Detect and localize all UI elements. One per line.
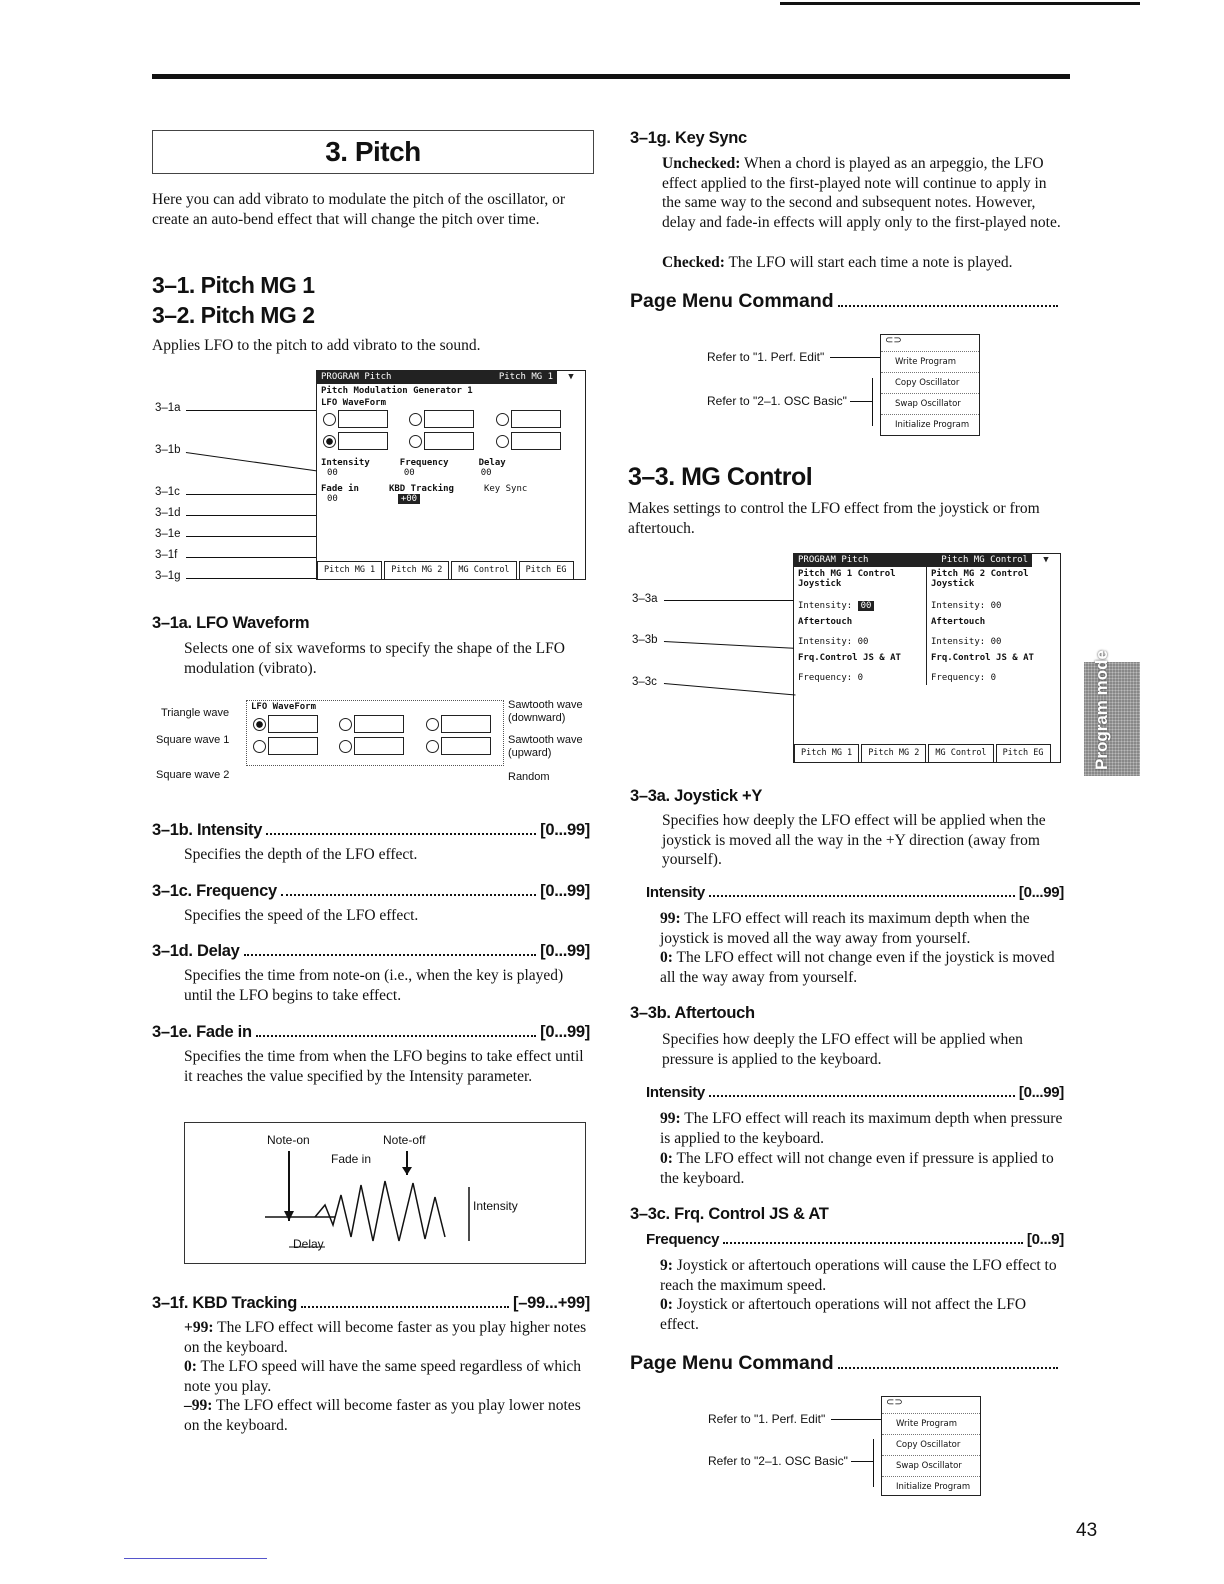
frq-p2 bbox=[660, 1295, 1064, 1334]
param-row bbox=[152, 940, 590, 962]
waveform-row-1 bbox=[317, 408, 585, 430]
heading-key-sync: 3–1g. Key Sync bbox=[630, 129, 747, 147]
ref-osc-basic: Refer to "2–1. OSC Basic" bbox=[707, 394, 847, 408]
dropdown-arrow-icon[interactable]: ▼ bbox=[557, 371, 585, 384]
random-wave-icon bbox=[441, 737, 491, 755]
section-title: 3. Pitch bbox=[152, 130, 594, 174]
mg1-frq: Frq.Control JS & AT bbox=[798, 653, 901, 663]
frequency-label: Frequency bbox=[399, 458, 449, 468]
side-tab-label: Program mode bbox=[1092, 650, 1111, 770]
label-saw-up: Sawtooth wave (upward) bbox=[508, 734, 583, 759]
tab-pitch-eg[interactable]: Pitch EG bbox=[519, 561, 574, 579]
section-intro: Here you can add vibrato to modulate the pitch of the oscillator, or create an auto-bend effect that will change the pitch over time. bbox=[152, 191, 566, 228]
lfo-envelope-graph bbox=[255, 1145, 555, 1255]
param-fadein bbox=[152, 1021, 590, 1086]
menu-item-write-program[interactable]: Write Program bbox=[881, 351, 979, 372]
tab-mg-control[interactable]: MG Control bbox=[451, 561, 516, 579]
radio-triangle[interactable] bbox=[323, 413, 336, 426]
waveform-diagram-row-1 bbox=[247, 713, 503, 735]
ref-osc-basic: Refer to "2–1. OSC Basic" bbox=[708, 1454, 848, 1468]
callout-3-1d: 3–1d bbox=[155, 507, 181, 519]
mg2-col-title: Pitch MG 2 Control bbox=[931, 569, 1029, 579]
mg2-frq-label: Frequency: bbox=[931, 673, 986, 683]
screen-bar-left: PROGRAM Pitch bbox=[321, 372, 392, 382]
page-menu-2 bbox=[881, 1396, 981, 1496]
aftertouch-key-2: 0: bbox=[660, 1150, 673, 1167]
callout-3-3b: 3–3b bbox=[632, 634, 658, 646]
frq-param-row bbox=[646, 1230, 1064, 1250]
mg2-frq-value[interactable]: 0 bbox=[990, 673, 997, 683]
tab-pitch-mg2[interactable]: Pitch MG 2 bbox=[861, 744, 926, 762]
mg2-js-row bbox=[931, 601, 1056, 611]
page-menu-2-row bbox=[630, 1352, 1062, 1375]
callout-3-1b: 3–1b bbox=[155, 444, 181, 456]
frq-key-2: 0: bbox=[660, 1296, 673, 1313]
triangle-wave-icon bbox=[338, 410, 388, 428]
joystick-param-range: [0...99] bbox=[1018, 884, 1064, 901]
key-sync-text-2 bbox=[662, 253, 1066, 273]
radio-saw bbox=[339, 718, 352, 731]
menu-icon[interactable]: ⊂⊃ bbox=[886, 1397, 903, 1408]
mg1-js-value[interactable]: 00 bbox=[858, 601, 875, 611]
heading-frq-control: 3–3c. Frq. Control JS & AT bbox=[630, 1205, 829, 1223]
heading-aftertouch: 3–3b. Aftertouch bbox=[630, 1004, 755, 1022]
callout-3-3c: 3–3c bbox=[632, 676, 657, 688]
intensity-label: Intensity bbox=[473, 1199, 518, 1213]
screen-tabs bbox=[794, 744, 1060, 762]
mg-control-intro: Makes settings to control the LFO effect from the joystick or from aftertouch. bbox=[628, 500, 1040, 537]
page-menu-1-heading-row bbox=[630, 290, 1062, 313]
mg1-at-label: Intensity: bbox=[798, 637, 853, 647]
fadein-value[interactable]: 00 bbox=[327, 494, 338, 504]
mg2-js-label: Intensity: bbox=[931, 601, 986, 611]
kbd-key-2: 0: bbox=[184, 1358, 197, 1375]
callout-3-1a: 3–1a bbox=[155, 402, 181, 414]
page-number: 43 bbox=[1076, 1520, 1098, 1541]
top-rule-thin bbox=[780, 2, 1140, 5]
aftertouch-p2-text: The LFO effect will not change even if pressure is applied to the keyboard. bbox=[660, 1150, 1054, 1187]
mg2-js-value[interactable]: 00 bbox=[990, 601, 1002, 611]
callout-line bbox=[186, 578, 316, 579]
square-wave-icon bbox=[338, 432, 388, 450]
param-labels-row bbox=[317, 452, 585, 468]
frq-param bbox=[646, 1230, 1064, 1250]
callout-line bbox=[664, 600, 794, 601]
page-menu-2-heading: Page Menu Command bbox=[630, 1352, 834, 1374]
param-range: [0...99] bbox=[540, 882, 590, 900]
kbd-text-3 bbox=[184, 1396, 588, 1435]
heading-joystick: 3–3a. Joystick +Y bbox=[630, 787, 763, 805]
param-text: Specifies the depth of the LFO effect. bbox=[184, 846, 418, 863]
kbd-text-2 bbox=[184, 1357, 588, 1396]
mg1-frq-label: Frequency: bbox=[798, 673, 853, 683]
mg2-column bbox=[927, 567, 1060, 685]
arrow-head bbox=[284, 1211, 294, 1221]
mg1-col-title: Pitch MG 1 Control bbox=[798, 569, 896, 579]
aftertouch-param-label: Intensity bbox=[646, 1084, 705, 1101]
ref-perf-edit: Refer to "1. Perf. Edit" bbox=[708, 1412, 826, 1426]
mg2-at-row bbox=[931, 637, 1056, 647]
joystick-param bbox=[646, 883, 1064, 903]
page-menu-2-heading-row bbox=[630, 1352, 1062, 1375]
screen-bar-left: PROGRAM Pitch bbox=[798, 555, 869, 565]
tab-pitch-mg2[interactable]: Pitch MG 2 bbox=[384, 561, 449, 579]
mg1-frq-value[interactable]: 0 bbox=[857, 673, 864, 683]
aftertouch-p1 bbox=[660, 1109, 1064, 1148]
radio-random[interactable] bbox=[496, 435, 509, 448]
frq-p1-text: Joystick or aftertouch operations will cause the LFO effect to reach the maximum speed. bbox=[660, 1257, 1057, 1294]
param-intensity bbox=[152, 819, 590, 865]
radio-random bbox=[426, 740, 439, 753]
callout-3-1f: 3–1f bbox=[155, 549, 178, 561]
callout-line bbox=[664, 683, 796, 696]
joystick-p1 bbox=[660, 909, 1064, 948]
joystick-text: Specifies how deeply the LFO effect will be applied when the joystick is moved all the way in the +Y direction (away from yourself). bbox=[662, 812, 1046, 868]
joystick-p2-text: The LFO effect will not change even if the joystick is moved all the way away from yourself. bbox=[660, 949, 1055, 986]
frq-key-1: 9: bbox=[660, 1257, 673, 1274]
ref-line bbox=[830, 357, 880, 358]
kbd-label: 3–1f. KBD Tracking bbox=[152, 1294, 297, 1312]
aftertouch-param-range: [0...99] bbox=[1018, 1084, 1064, 1101]
waveform-diagram bbox=[246, 700, 504, 766]
callout-3-1g: 3–1g bbox=[155, 570, 181, 582]
triangle-wave-icon bbox=[268, 715, 318, 733]
tab-pitch-eg[interactable]: Pitch EG bbox=[996, 744, 1051, 762]
aftertouch-p1-text: The LFO effect will reach its maximum depth when pressure is applied to the keyboard. bbox=[660, 1110, 1063, 1147]
mg2-frq-row bbox=[931, 673, 1056, 683]
kbd-value[interactable]: +00 bbox=[398, 494, 420, 504]
joystick-p1-text: The LFO effect will reach its maximum depth when the joystick is moved all the way away from yourself. bbox=[660, 910, 1030, 947]
mg2-at-label: Intensity: bbox=[931, 637, 986, 647]
saw-down-wave-icon bbox=[441, 715, 491, 733]
waveform-row-2 bbox=[317, 430, 585, 452]
ref-bracket bbox=[873, 1439, 874, 1487]
menu-item-swap-oscillator[interactable]: Swap Oscillator bbox=[881, 393, 979, 414]
radio-square2 bbox=[339, 740, 352, 753]
saw-wave-icon bbox=[424, 410, 474, 428]
fade-diagram bbox=[184, 1122, 586, 1264]
fadein-label: Fade in bbox=[321, 484, 359, 494]
tab-pitch-mg1[interactable]: Pitch MG 1 bbox=[794, 744, 859, 762]
joystick-p2 bbox=[660, 948, 1064, 987]
square-wave-2-icon bbox=[424, 432, 474, 450]
mg1-column bbox=[794, 567, 927, 685]
callout-line bbox=[186, 494, 316, 495]
param-labels-row-2 bbox=[317, 478, 585, 494]
param-label: 3–1e. Fade in bbox=[152, 1023, 252, 1041]
radio-square1[interactable] bbox=[323, 435, 336, 448]
kbd-range: [–99...+99] bbox=[513, 1294, 590, 1312]
side-tab-program-mode bbox=[1084, 650, 1140, 776]
mg1-at-value[interactable]: 00 bbox=[857, 637, 869, 647]
radio-saw-down bbox=[426, 718, 439, 731]
saw-down-wave-icon bbox=[511, 410, 561, 428]
kbd-p3: The LFO effect will become faster as you play lower notes on the keyboard. bbox=[184, 1397, 581, 1434]
aftertouch-text: Specifies how deeply the LFO effect will be applied when pressure is applied to the keyboard. bbox=[662, 1031, 1023, 1068]
label-saw-down: Sawtooth wave (downward) bbox=[508, 699, 583, 724]
param-row bbox=[152, 1021, 590, 1043]
page-menu-1-row bbox=[630, 290, 1062, 313]
frq-p1 bbox=[660, 1256, 1064, 1295]
mg2-frq: Frq.Control JS & AT bbox=[931, 653, 1034, 663]
page-menu-1 bbox=[880, 334, 980, 436]
frequency-value[interactable]: 00 bbox=[403, 468, 415, 478]
label-square1: Square wave 1 bbox=[156, 734, 230, 746]
param-row bbox=[152, 819, 590, 841]
mg-control-screen bbox=[793, 553, 1061, 763]
heading-pitch-mg1: 3–1. Pitch MG 1 bbox=[152, 272, 315, 298]
pitch-mg-screen bbox=[316, 370, 586, 580]
callout-line bbox=[186, 452, 317, 471]
heading-pitch-mg2: 3–2. Pitch MG 2 bbox=[152, 302, 315, 328]
aftertouch-param-row bbox=[646, 1083, 1064, 1103]
ref-bracket bbox=[872, 378, 873, 426]
waveform-diagram-label: LFO WaveForm bbox=[251, 702, 317, 712]
aftertouch-p2 bbox=[660, 1149, 1064, 1188]
kbd-key-3: –99: bbox=[184, 1397, 213, 1414]
intensity-label: Intensity bbox=[321, 458, 370, 468]
param-values-row bbox=[317, 468, 585, 478]
mg2-at-value[interactable]: 00 bbox=[990, 637, 1002, 647]
menu-item-copy-oscillator[interactable]: Copy Oscillator bbox=[882, 1434, 980, 1455]
param-label: 3–1b. Intensity bbox=[152, 821, 263, 839]
callout-3-3a: 3–3a bbox=[632, 593, 658, 605]
kbd-row bbox=[152, 1292, 590, 1314]
aftertouch-param bbox=[646, 1083, 1064, 1103]
pitch-mg-intro: Applies LFO to the pitch to add vibrato to the sound. bbox=[152, 337, 481, 354]
radio-triangle bbox=[253, 718, 266, 731]
callout-line bbox=[186, 557, 316, 558]
frq-param-range: [0...9] bbox=[1026, 1231, 1064, 1248]
callout-line bbox=[186, 410, 316, 411]
screen-tabs bbox=[317, 561, 585, 579]
param-label: 3–1d. Delay bbox=[152, 942, 240, 960]
kbd-key-1: +99: bbox=[184, 1319, 214, 1336]
random-wave-icon bbox=[511, 432, 561, 450]
aftertouch-key-1: 99: bbox=[660, 1110, 681, 1127]
radio-square2[interactable] bbox=[409, 435, 422, 448]
menu-item-swap-oscillator[interactable]: Swap Oscillator bbox=[882, 1455, 980, 1476]
mg2-aftertouch: Aftertouch bbox=[931, 617, 986, 627]
param-text: Specifies the speed of the LFO effect. bbox=[184, 907, 419, 924]
mg1-js-row bbox=[798, 601, 922, 611]
menu-item-write-program[interactable]: Write Program bbox=[882, 1413, 980, 1434]
callout-line bbox=[664, 641, 794, 649]
param-text: Specifies the time from when the LFO begins to take effect until it reaches the value specified by the Intensity parameter. bbox=[184, 1048, 584, 1085]
page-menu-1-heading: Page Menu Command bbox=[630, 290, 834, 312]
ref-line bbox=[850, 401, 872, 402]
delay-label: Delay bbox=[478, 458, 506, 468]
joystick-key-2: 0: bbox=[660, 949, 673, 966]
heading-lfo-waveform: 3–1a. LFO Waveform bbox=[152, 614, 310, 632]
kbd-p1: The LFO effect will become faster as you play higher notes on the keyboard. bbox=[184, 1319, 587, 1356]
kbd-tracking bbox=[152, 1292, 590, 1435]
param-text: Specifies the time from note-on (i.e., when the key is played) until the LFO begins to take effect. bbox=[184, 967, 564, 1004]
tab-pitch-mg1[interactable]: Pitch MG 1 bbox=[317, 561, 382, 579]
ref-line bbox=[851, 1461, 873, 1462]
fade-in-label: Fade in bbox=[331, 1152, 372, 1166]
key-sync-p1: When a chord is played as an arpeggio, the LFO effect applied to the first-played note will continue to apply in the same way to the second and subsequent notes. However, delay and fade-in effects will apply only to the first-played note. bbox=[662, 155, 1061, 231]
saw-wave-icon bbox=[354, 715, 404, 733]
mg-control-columns bbox=[794, 567, 1060, 685]
param-label: 3–1c. Frequency bbox=[152, 882, 277, 900]
radio-square1 bbox=[253, 740, 266, 753]
kbd-p2: The LFO speed will have the same speed regardless of which note you play. bbox=[184, 1358, 582, 1395]
joystick-param-label: Intensity bbox=[646, 884, 705, 901]
mg1-aftertouch: Aftertouch bbox=[798, 617, 853, 627]
square-wave-icon bbox=[268, 737, 318, 755]
screen-bar-right: Pitch MG Control bbox=[941, 555, 1028, 565]
kbd-text-1 bbox=[184, 1318, 588, 1357]
frq-param-label: Frequency bbox=[646, 1231, 720, 1248]
intensity-value[interactable]: 00 bbox=[327, 468, 338, 478]
param-range: [0...99] bbox=[540, 1023, 590, 1041]
bottom-rule bbox=[124, 1558, 267, 1559]
radio-saw-down-1[interactable] bbox=[409, 413, 422, 426]
label-square2: Square wave 2 bbox=[156, 769, 230, 781]
square-wave-2-icon bbox=[354, 737, 404, 755]
callout-line bbox=[186, 536, 316, 537]
top-rule bbox=[152, 74, 1070, 79]
mg1-frq-row bbox=[798, 673, 922, 683]
callout-3-1e: 3–1e bbox=[155, 528, 181, 540]
menu-item-copy-oscillator[interactable]: Copy Oscillator bbox=[881, 372, 979, 393]
joystick-key-1: 99: bbox=[660, 910, 681, 927]
mg1-js-label: Intensity: bbox=[798, 601, 853, 611]
key-sync-key-2: Checked: bbox=[662, 254, 725, 271]
mg2-joystick: Joystick bbox=[931, 579, 975, 589]
key-sync-key-1: Unchecked: bbox=[662, 155, 741, 172]
note-on-label: Note-on bbox=[267, 1133, 310, 1147]
callout-line bbox=[186, 515, 316, 516]
joystick-param-row bbox=[646, 883, 1064, 903]
screen-subtitle: Pitch Modulation Generator 1 bbox=[321, 386, 473, 396]
menu-icon[interactable]: ⊂⊃ bbox=[885, 335, 902, 346]
lfo-waveform-text: Selects one of six waveforms to specify the shape of the LFO modulation (vibrato). bbox=[184, 640, 565, 677]
key-sync-p2: The LFO will start each time a note is played. bbox=[724, 254, 1013, 271]
screen-title-bar bbox=[794, 554, 1060, 567]
menu-item-initialize-program[interactable]: Initialize Program bbox=[881, 414, 979, 435]
param-frequency bbox=[152, 880, 590, 926]
heading-mg-control: 3–3. MG Control bbox=[628, 463, 813, 491]
label-triangle: Triangle wave bbox=[161, 707, 230, 719]
param-range: [0...99] bbox=[540, 821, 590, 839]
ref-perf-edit: Refer to "1. Perf. Edit" bbox=[707, 350, 825, 364]
kbd-label: KBD Tracking bbox=[388, 484, 454, 494]
frq-p2-text: Joystick or aftertouch operations will not affect the LFO effect. bbox=[660, 1296, 1027, 1333]
waveform-diagram-row-2 bbox=[247, 735, 503, 757]
note-off-label: Note-off bbox=[383, 1133, 426, 1147]
param-row bbox=[152, 880, 590, 902]
lfo-wave bbox=[315, 1181, 445, 1241]
tab-mg-control[interactable]: MG Control bbox=[928, 744, 993, 762]
param-values-row-2 bbox=[317, 494, 585, 504]
dropdown-arrow-icon[interactable]: ▼ bbox=[1032, 554, 1060, 567]
key-sync-text-1 bbox=[662, 154, 1066, 232]
param-range: [0...99] bbox=[540, 942, 590, 960]
delay-label: Delay bbox=[293, 1237, 324, 1251]
mg1-at-row bbox=[798, 637, 922, 647]
radio-saw-down-2[interactable] bbox=[496, 413, 509, 426]
waveform-label: LFO WaveForm bbox=[321, 398, 387, 408]
param-delay bbox=[152, 940, 590, 1005]
mg1-joystick: Joystick bbox=[798, 579, 842, 589]
keysync-label[interactable]: Key Sync bbox=[483, 484, 528, 494]
screen-title-bar bbox=[317, 371, 585, 384]
delay-value[interactable]: 00 bbox=[480, 468, 492, 478]
menu-item-initialize-program[interactable]: Initialize Program bbox=[882, 1476, 980, 1497]
arrow-head bbox=[402, 1167, 412, 1175]
ref-line bbox=[831, 1419, 881, 1420]
label-random: Random bbox=[508, 771, 550, 783]
screen-bar-right: Pitch MG 1 bbox=[498, 372, 553, 382]
callout-3-1c: 3–1c bbox=[155, 486, 180, 498]
